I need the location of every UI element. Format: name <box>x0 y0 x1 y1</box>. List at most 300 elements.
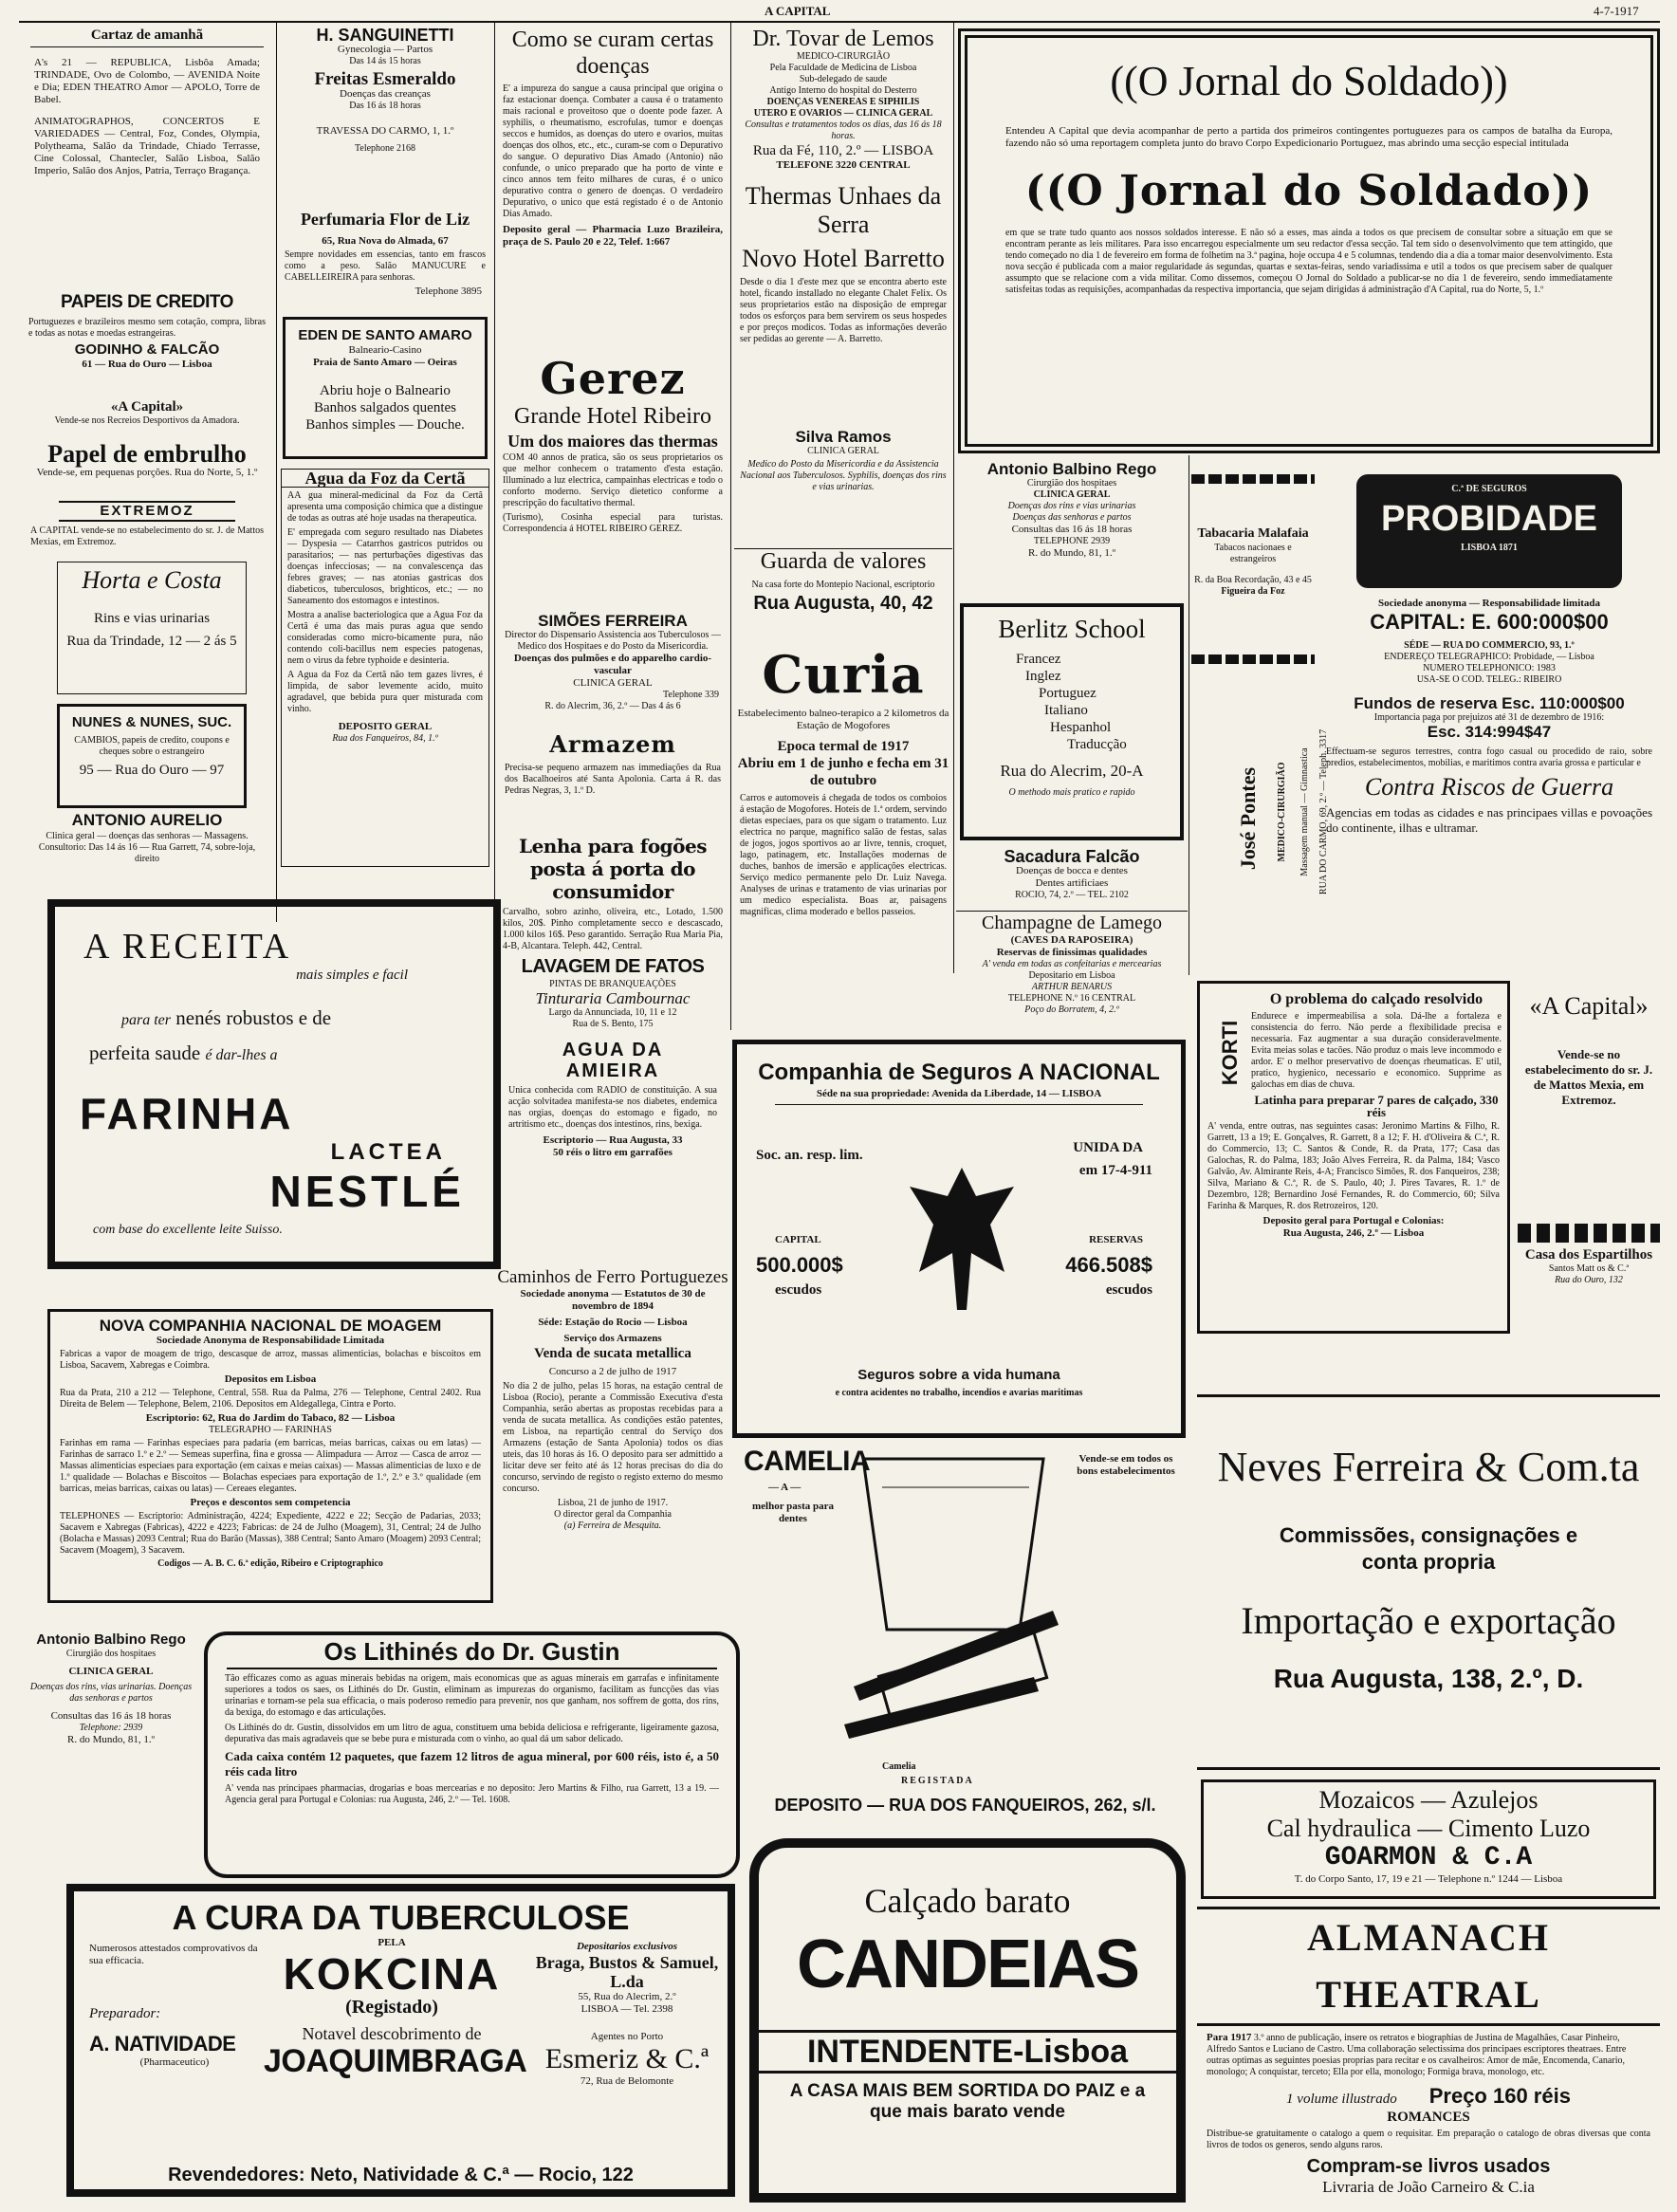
neves-line-2: Importação e exportação <box>1241 1599 1616 1642</box>
goarmon-title: Mozaicos — Azulejos <box>1318 1786 1539 1814</box>
lithines-ad <box>204 1631 740 1878</box>
caminhos-sede: Séde: Estação do Rocio — Lisboa <box>538 1317 688 1328</box>
soldado-text: Entendeu A Capital que devia acompanhar de perto a partida dos primeiros contingentes portuguezes para os campos de batalha da Europa, fazendo não só uma reportagem completa junto do bravo Corpo Expedicionario Portuguez, mas abrindo uma secção especial intitulada <box>1005 125 1612 149</box>
eden-text-3: Banhos simples — Douche. <box>305 417 465 433</box>
papeis-address: 61 — Rua do Ouro — Lisboa <box>82 359 212 370</box>
foz-certa-text-3: Mostra a analise bacteriologica que a Agua Foz da Certã é uma das mais puras agua que sendo consideradas como micro-bicamente pura, não contendo coli-bacillus nem especies patogenas, nem o virus da febre typhoide e desinteria. <box>287 610 483 666</box>
extremoz-title: EXTREMOZ <box>59 501 235 522</box>
masthead-title: A CAPITAL <box>765 4 831 18</box>
receita-line-2b: nenés robustos e de <box>175 1006 332 1029</box>
receita-foot: com base do excellente leite Suisso. <box>93 1223 283 1237</box>
almanach-text-2: Distribue-se gratuitamente o catalogo a quem o requisitar. Em preparação o catalogo de obras diversas que conta livros de todos os generos, sendo alguns raros. <box>1207 2129 1650 2150</box>
probidade-text-2: Agencias em todas as cidades e nas principaes villas e povoações do continente, ilhas e ultramar. <box>1326 805 1652 835</box>
lavagem-title: LAVAGEM DE FATOS <box>521 956 705 977</box>
foz-certa-text-4: A Agua da Foz da Certã não tem gazes livres, é limpida, de sabor levemente acido, muito agradavel, que bebida pura quer misturada com vinho. <box>287 670 483 714</box>
caminhos-ad <box>497 1267 728 1609</box>
page-date: 4-7-1917 <box>1594 4 1639 18</box>
receita-line-3b: é dar-lhes a <box>205 1047 278 1063</box>
champagne-title: Champagne de Lamego <box>982 912 1162 933</box>
korti-title: O problema do calçado resolvido <box>1269 991 1484 1007</box>
nacional-reservas-label: RESERVAS <box>1089 1234 1143 1245</box>
almanach-preco: Preço 160 réis <box>1428 2084 1571 2108</box>
camelia-registada: REGISTADA <box>901 1776 974 1786</box>
korti-latinha: Latinha para preparar 7 pares de calçado, 330 réis <box>1254 1093 1499 1119</box>
champagne-telephone: TELEPHONE N.º 16 CENTRAL <box>1007 993 1136 1004</box>
thermas-text: Desde o dia 1 d'este mez que se encontra aberto este hotel, ficando installado no elegante Chalet Felix. Os seus proprietarios estão na disposição de empregar todos os esforços para bem servirem os seus hospedes e por preços modicos. Todas as informações deverão ser pedidas ao gerente — A. Barretto. <box>740 277 947 344</box>
foz-certa-text: AA gua mineral-medicinal da Foz da Certã apresenta uma composição chimica que a distingue de todas as outras até hoje usadas na therapeutica. <box>287 490 483 524</box>
ornament-border <box>1191 474 1315 484</box>
papel-ad <box>21 442 273 495</box>
calcado-ad <box>749 1838 1186 2203</box>
lithines-text: Tão efficazes como as aguas minerais bebidas na origem, mais economicas que as aguas minerais em garrafas e infinitamente superiores a todos os saes, os Lithinés do Dr. Gustin, eliminam as impurezas do organismo, facilitam as funcções das vias urinarias e tornam-se pela sua efficacia, o mais poderoso remedio para prevenir, nos que ganham, nos soffrem de gotta, dos rins, da bexiga, do estomago e das articulações. <box>225 1673 719 1718</box>
espartilhos-address: Rua do Ouro, 132 <box>1555 1275 1623 1285</box>
balbino-line-5: Consultas das 16 ás 18 horas <box>1011 524 1133 535</box>
goarmon-title-2: Cal hydraulica — Cimento Luzo <box>1266 1815 1591 1842</box>
header-rule <box>19 21 1660 23</box>
column-rule <box>276 23 277 922</box>
probidade-esc: Esc. 314:994$47 <box>1427 723 1552 741</box>
tovar-telephone: TELEFONE 3220 CENTRAL <box>776 159 911 171</box>
curia-title-2: Epoca termal de 1917 <box>777 739 910 754</box>
curia-title-3: Abriu em 1 de junho e fecha em 31 de outubro <box>737 756 949 788</box>
ornament-border <box>1191 654 1315 664</box>
champagne-line-2: A' venda em todas as confeitarias e mercearias <box>982 959 1162 969</box>
cartaz-ad <box>21 27 273 283</box>
tuberculose-left <box>89 1943 260 2069</box>
neves-address: Rua Augusta, 138, 2.º, D. <box>1273 1664 1584 1693</box>
aurelio-ad <box>21 812 273 878</box>
moagem-text-2: Rua da Prata, 210 a 212 — Telephone, Central, 558. Rua da Palma, 276 — Telephone, Central 2402. Rua Direita de Belem — Telephone, Belem, 2106. Depositos em Aldegallega, Cintra e Porto. <box>60 1388 481 1410</box>
tuberculose-brand: KOKCINA <box>283 1949 501 1999</box>
extremoz-text: A CAPITAL vende-se no estabelecimento do sr. J. de Mattos Mexias, em Extremoz. <box>30 525 264 547</box>
tovar-line-2: Pela Faculdade de Medicina de Lisboa <box>769 63 917 73</box>
perfumaria-title: Perfumaria Flor de Liz <box>300 210 470 229</box>
como-curam-title: Como se curam certas doenças <box>511 28 714 79</box>
guarda-text: Na casa forte do Montepio Nacional, escriptorio <box>751 580 935 590</box>
berlitz-ad <box>960 603 1184 840</box>
sanguinetti-telephone: Telephone 2168 <box>354 143 415 154</box>
nacional-unida: UNIDA DA <box>1073 1140 1143 1155</box>
receita-brand-3: NESTLÉ <box>269 1167 465 1216</box>
berlitz-language: Portuguez <box>1039 686 1096 701</box>
sanguinetti-line-3: Doenças das creanças <box>340 88 431 100</box>
caminhos-sub: Sociedade anonyma — Estatutos de 30 de novembro de 1894 <box>520 1288 706 1312</box>
tuberculose-name: A. NATIVIDADE <box>89 2032 236 2055</box>
caminhos-title-2: Venda de sucata metallica <box>534 1346 691 1361</box>
neves-title: Neves Ferreira & Com.ta <box>1217 1444 1640 1490</box>
ameira-text-3: 50 réis o litro em garrafões <box>553 1147 673 1158</box>
tuberculose-preparador: Preparador: <box>89 2006 161 2021</box>
berlitz-language: Hespanhol <box>1050 720 1112 735</box>
balbino-line-4: Doenças das senhoras e partos <box>1012 512 1132 523</box>
camelia-vende: Vende-se em todos os bons estabelecimentos <box>1077 1453 1175 1477</box>
lithines-text-4: A' venda nas principaes pharmacias, drogarias e boas mercearias e no deposito: Jero Martins & Filho, rua Garrett, 13 a 19. — Agencia geral para Portugal e Colonias: rua Augusta, 246, 2.º — Tel. 1608. <box>225 1783 719 1805</box>
almanach-text: 3.º anno de publicação, insere os retratos e biographias de Justina de Magalhães, Casar Pinheiro, Alfredo Santos e Luciano de Castro. Uma collaboração selectissima dos principaes escriptores theatraes. Entre outras optimas as seguintes poesias proprias para recitar e os cavalheiros: Amor de mãe, Encomenda, Canario, monologo; A conquistar, terceto; Ella por ella, monologo; Formiga brava, monologo, etc. <box>1207 2033 1627 2077</box>
tabacaria-note: Figueira da Foz <box>1221 586 1285 597</box>
tovar-line-7: Consultas e tratamentos todos os dias, das 16 ás 18 horas. <box>745 120 942 141</box>
eden-text-2: Banhos salgados quentes <box>314 400 456 415</box>
eden-title: EDEN DE SANTO AMARO <box>298 327 472 343</box>
almanach-ad <box>1197 1907 1660 2203</box>
balbino-address: R. do Mundo, 81, 1.º <box>1027 547 1116 559</box>
guarda-address: Rua Augusta, 40, 42 <box>753 593 933 614</box>
lavagem-address-2: Rua de S. Bento, 175 <box>572 1019 654 1029</box>
toothpaste-glass-illustration <box>844 1449 1062 1762</box>
tovar-address: Rua da Fé, 110, 2.º — LISBOA <box>752 143 934 158</box>
thermas-title: Thermas Unhaes da Serra <box>745 182 942 238</box>
sanguinetti-line-4: Das 16 ás 18 horas <box>349 101 421 111</box>
foz-certa-depot: DEPOSITO GERAL <box>338 721 433 732</box>
moagem-escriptorio: Escriptorio: 62, Rua do Jardim do Tabaco, 82 — Lisboa <box>145 1412 396 1424</box>
armazem-ad <box>497 732 728 827</box>
caminhos-servico: Serviço dos Armazens <box>563 1333 662 1344</box>
receita-brand-1: FARINHA <box>80 1089 294 1138</box>
eden-line-2: Praia de Santo Amaro — Oeiras <box>313 357 457 368</box>
tuberculose-text: Numerosos attestados comprovativos da sua efficacia. <box>89 1943 258 1966</box>
almanach-title: ALMANACH THEATRAL <box>1197 1907 1660 2026</box>
tuberculose-agentes-address: 72, Rua de Belomonte <box>580 2075 674 2087</box>
lenha-text: Carvalho, sobro azinho, oliveira, etc., Lotado, 1.500 kilos, 20$. Pinho completamente secco e descascado, 1.000 kilos 16$. Peso garantido. Serração Rua Maria Pia, 4-B, Alcantara. Teleph. 442, Central. <box>503 907 723 951</box>
sacadura-line-2: Dentes artificiaes <box>1035 877 1109 889</box>
gerez-ad <box>497 353 728 609</box>
armazem-title: Armazem <box>549 730 676 758</box>
como-curam-depot: Deposito geral — Pharmacia Luzo Brazileira, praça de S. Paulo 20 e 22, Telef. 1:667 <box>503 224 723 248</box>
probidade-ad <box>1318 461 1660 954</box>
sacadura-line-1: Doenças de bocca e dentes <box>1016 865 1128 876</box>
tuberculose-foot: Revendedores: Neto, Natividade & C.ª — Rocio, 122 <box>168 2165 634 2185</box>
tuberculose-ad <box>66 1884 735 2197</box>
gerez-text: COM 40 annos de pratica, são os seus proprietarios os que melhor conhecem o tratamento d'esta estação. Illuminado a luz electrica, campainhas electricas e todo o conforto moderno. Serviço dietetico conforme a prescripção do facultativo thermal. <box>503 452 723 508</box>
berlitz-language: Inglez <box>1025 669 1061 684</box>
perfumaria-address: 65, Rua Nova do Almada, 67 <box>322 235 449 247</box>
espartilhos-title: Casa dos Espartilhos <box>1524 1247 1653 1263</box>
balbino-ad <box>956 461 1188 594</box>
gerez-title: Gerez <box>540 353 686 404</box>
moagem-depositos: Depositos em Lisboa <box>224 1373 317 1385</box>
berlitz-language: Italiano <box>1044 703 1088 718</box>
armazem-text: Precisa-se pequeno armazem nas immediações da Rua dos Bacalhoeiros até Santa Apolonia. Carta á R. das Pedras Negras, 3, 1.º D. <box>505 763 721 796</box>
probidade-title-2: Contra Riscos de Guerra <box>1364 773 1614 801</box>
berlitz-language: Traducção <box>1067 737 1127 752</box>
tuberculose-agentes-name: Esmeriz & C.ª <box>544 2043 710 2074</box>
capital-side-text: Vende-se no estabelecimento do sr. J. de Mattos Mexia, em Extremoz. <box>1524 1047 1653 1107</box>
tovar-line-4: Antigo Interno do hospital do Desterro <box>769 85 917 96</box>
papeis-text: Portuguezes e brazileiros mesmo sem cotação, compra, libras e todas as notas e moedas estrangeiras. <box>28 317 266 339</box>
eagle-emblem-icon <box>900 1158 1023 1319</box>
calcado-title: Calçado barato <box>864 1882 1071 1920</box>
gerez-title-2: Um dos maiores das thermas <box>507 432 718 451</box>
nacional-escudos-2: escudos <box>1105 1282 1152 1298</box>
pontes-name: José Pontes <box>1236 766 1260 871</box>
champagne-name: ARTHUR BENARUS <box>1031 982 1113 992</box>
nacional-sede: Séde na sua propriedade: Avenida da Liberdade, 14 — LISBOA <box>775 1088 1143 1105</box>
sacadura-ad <box>956 848 1188 907</box>
moagem-telegrapho: TELEGRAPHO — FARINHAS <box>209 1425 332 1435</box>
nacional-reservas: 466.508$ <box>1065 1253 1152 1277</box>
champagne-address: Poço do Borratem, 4, 2.º <box>1024 1005 1119 1015</box>
nacional-capital: 500.000$ <box>756 1253 843 1277</box>
nacional-soc: Soc. an. resp. lim. <box>756 1148 863 1163</box>
horta-ad <box>57 562 247 694</box>
korti-deposito: Deposito geral para Portugal e Colonias: <box>1262 1215 1445 1226</box>
caminhos-date: Lisboa, 21 de junho de 1917. <box>557 1498 669 1508</box>
probidade-codigo: USA-SE O COD. TELEG.: RIBEIRO <box>1416 674 1562 685</box>
calcado-brand: CANDEIAS <box>796 1926 1139 2002</box>
eden-ad <box>283 317 488 459</box>
moagem-text-4: TELEPHONES — Escriptorio: Administração, 4224; Expediente, 4222 e 22; Secção de Padarias, 2033; Sacavem e Xabregas (Fabricas), 4222 e 4223; Fabricas: de 24 de Julho (Moagem), 31, Central; 24 de Julho (Bolacha e Massas) 2093 Central; Rua do Barão (Massas), 388 Central; Santo Amaro (Moagem) 2093 Central; Sacavem (Moagem), 3 Sacavem. <box>60 1511 481 1556</box>
lavagem-title-2: Tinturaria Cambournac <box>535 989 691 1007</box>
nunes-title: NUNES & NUNES, SUC. <box>71 714 232 730</box>
simoes-text-2: Doenças dos pulmões e do apparelho cardio-vascular <box>513 653 712 676</box>
probidade-capital: CAPITAL: E. 600:000$00 <box>1370 610 1609 634</box>
tuberculose-depositarios-telephone: LISBOA — Tel. 2398 <box>580 2003 673 2015</box>
capital-side-ad <box>1518 990 1660 1208</box>
korti-deposito-address: Rua Augusta, 246, 2.º — Lisboa <box>1282 1227 1425 1239</box>
guarda-title: Guarda de valores <box>734 548 952 574</box>
tuberculose-center <box>264 1937 527 2080</box>
probidade-logo-top: C.ª DE SEGUROS <box>1451 484 1527 494</box>
lavagem-sub: PINTAS DE BRANQUEAÇÕES <box>549 979 676 989</box>
column-rule <box>953 23 954 973</box>
caminhos-signature-2: (a) Ferreira de Mesquita. <box>563 1521 662 1531</box>
ornament-border <box>1518 1224 1660 1243</box>
capital-side-title: «A Capital» <box>1529 992 1649 1020</box>
champagne-sub: (CAVES DA RAPOSEIRA) <box>1010 934 1133 946</box>
tuberculose-name-2: (Pharmaceutico) <box>139 2056 210 2068</box>
como-curam-ad <box>497 27 728 349</box>
silva-title: Silva Ramos <box>795 428 892 446</box>
camelia-deposito: DEPOSITO — RUA DOS FANQUEIROS, 262, s/l. <box>774 1796 1156 1815</box>
goarmon-ad <box>1201 1779 1656 1899</box>
receita-ad <box>47 899 501 1269</box>
foz-certa-depot-address: Rua dos Fanqueiros, 84, 1.º <box>332 733 438 744</box>
tabacaria-address: R. da Boa Recordação, 43 e 45 <box>1194 575 1312 585</box>
horta-title: Horta e Costa <box>82 566 222 594</box>
tovar-line-6: UTERO E OVARIOS — CLINICA GERAL <box>753 108 933 119</box>
moagem-codigos: Codigos — A. B. C. 6.ª edição, Ribeiro e Criptographico <box>157 1558 383 1569</box>
caminhos-signature: O director geral da Companhia <box>554 1509 672 1520</box>
gerez-text-2: (Turismo), Cosinha especial para turistas. Correspondencia á HOTEL RIBEIRO GEREZ. <box>503 512 723 534</box>
balbino-2-line-3: Doenças dos rins, vias urinarias. Doenças das senhoras e partos <box>29 1682 193 1704</box>
tovar-line-1: MEDICO-CIRURGIÃO <box>796 51 891 62</box>
almanach-livraria: Livraria de João Carneiro & C.ia <box>1322 2178 1535 2196</box>
receita-line-1: mais simples e facil <box>296 968 408 983</box>
tuberculose-depositarios-name: Braga, Bustos & Samuel, L.da <box>535 1953 719 1991</box>
tovar-line-5: DOENÇAS VENEREAS E SIPHILIS <box>766 97 920 107</box>
neves-ad <box>1197 1394 1660 1770</box>
berlitz-language-list <box>1016 651 1180 753</box>
curia-title: Curia <box>762 644 925 705</box>
lenha-ad <box>497 835 728 949</box>
balbino-2-ad <box>21 1631 201 1878</box>
balbino-2-line-4: Consultas das 16 ás 18 horas <box>50 1710 172 1722</box>
tabacaria-title: Tabacaria Malafaia <box>1197 526 1309 541</box>
camelia-sub: — A — <box>768 1482 802 1493</box>
balbino-2-address: R. do Mundo, 81, 1.º <box>66 1734 156 1745</box>
sanguinetti-address: TRAVESSA DO CARMO, 1, 1.º <box>316 125 454 137</box>
nacional-foot-2: e contra acidentes no trabalho, incendios e avarias maritimas <box>835 1388 1083 1398</box>
receita-brand-2: LACTEA <box>330 1139 446 1165</box>
papel-title: Papel de embrulho <box>47 440 247 468</box>
thermas-title-2: Novo Hotel Barretto <box>742 245 945 272</box>
balbino-2-telephone: Telephone: 2939 <box>79 1723 143 1733</box>
tovar-line-3: Sub-delegado de saude <box>799 74 888 84</box>
tuberculose-title: A CURA DA TUBERCULOSE <box>172 1898 630 1937</box>
goarmon-address: T. do Corpo Santo, 17, 19 e 21 — Telephone n.º 1244 — Lisboa <box>1294 1873 1563 1885</box>
balbino-telephone: TELEPHONE 2939 <box>1033 536 1111 546</box>
goarmon-brand: GOARMON & C.A <box>1324 1843 1533 1872</box>
thermas-ad <box>734 182 952 424</box>
lavagem-ad <box>497 954 728 1030</box>
moagem-title: NOVA COMPANHIA NACIONAL DE MOAGEM <box>99 1317 442 1335</box>
guarda-ad <box>734 548 952 639</box>
gerez-subtitle: Grande Hotel Ribeiro <box>514 404 711 429</box>
cartaz-title: Cartaz de amanhã <box>90 28 204 43</box>
berlitz-language: Francez <box>1016 652 1061 667</box>
balbino-2-line-1: Cirurgião dos hospitaes <box>65 1649 157 1659</box>
almanach-body <box>1207 2032 1650 2078</box>
soldado-text-2: em que se trate tudo quanto aos nossos soldados interesse. E não só a esses, mas ainda a todos os que precisem de consultar sobre a situação em que se encontram perante as leis militares. Para isso encarregou especialmente um seu redactor d'essa secção. Tal tem sido o desenvolvimento que tem attingido, que tendo começado no dia 1 de fevereiro em forma de folhetim na 3.ª pagina, hoje occupa 4 e 5 columnas, tendendo dia a dia a tomar maior desenvolvimento. Esta nova secção é publicada com a maior regularidade ás segundas, quartas e sextas-feiras, sendo variadissima e util a todos os que precisem saber de qualquer assumpto que se relacione com a vida militar. Como dissemos, começou O Jornal do Soldado a publicar-se no dia 1 de fevereiro, sendo immediatamente satisfeitas todas as requisições, acompanhadas da respectiva importancia, que sejam dirigidas á administração d'A Capital, rua do Norte, 5, 1.º <box>1005 228 1612 295</box>
balbino-line-2: CLINICA GERAL <box>1033 489 1111 500</box>
column-rule <box>494 23 495 1049</box>
nunes-text: CAMBIOS, papeis de credito, coupons e cheques sobre o estrangeiro <box>74 735 230 757</box>
lenha-title: Lenha para fogões posta á porta do consumidor <box>519 835 707 903</box>
camelia-tube-label: Camelia <box>882 1761 916 1772</box>
sanguinetti-ad <box>279 27 491 207</box>
tabacaria-ad <box>1191 488 1315 649</box>
simoes-ad <box>497 613 728 727</box>
pontes-ad <box>1191 683 1329 968</box>
cartaz-text-2: ANIMATOGRAPHOS, CONCERTOS E VARIEDADES — Central, Foz, Condes, Olympia, Polytheama, Salão da Trindade, Chiado Terrasse, Cine Colossal, Chantecler, Salão Lisboa, Salão Imperio, Salão dos Anjos, Patria, Terraço Bragança. <box>34 116 260 176</box>
probidade-endereco: ENDEREÇO TELEGRAPHICO: Probidade, — Lisboa <box>1384 652 1594 662</box>
probidade-telephone: NUMERO TELEPHONICO: 1983 <box>1423 663 1556 673</box>
neves-line-1: Commissões, consignações e conta propria <box>1279 1523 1578 1574</box>
korti-text-2: A' venda, entre outras, nas seguintes casas: Jeronimo Martins & Filho, R. Garrett, 13 a 19; E. Gonçalves, R. Garrett, 8 a 12; F. H. d'Oliveira & C.ª, R. do Commercio, 13; C. Santos & Conde, R. da Prata, 177; Casa das Galochas, R. do Palma, 183; João Alves Ferreira, R. da Palma, 184; Vasco Galvão, Av. Almirante Reis, 4-A; Francisco Simões, R. dos Fanqueiros, 238; Silva, Mariano & C.ª, R. de S. Paulo, 40; J. Pires Tavares, R. 1.º de Dezembro, 128; Bernardino José Fernandes, R. do Commercio, 60; Silva Farinha & Marques, R. dos Retrozeiros, 120. <box>1207 1121 1500 1211</box>
tabacaria-text: Tabacos nacionaes e estrangeiros <box>1214 543 1292 564</box>
balbino-2-line-2: CLINICA GERAL <box>68 1666 154 1677</box>
tovar-ad <box>734 27 952 178</box>
silva-ad <box>734 429 952 514</box>
moagem-text-3: Farinhas em rama — Farinhas especiaes para padaria (em barricas, meias barricas, caixas ou em latas) — Farinhas de sarraco 1.º e 2.º — Semeas superfina, fina e grossa — Alimpadura — Arroz — Casca de arroz — Massas alimenticias especiaes para exportação (em caixas e meias caixas) — Massas alimenticias de luxo e de 1.º qualidade — Bolachas e Biscoitos — Bolachas especiaes para exportação de 1.º, 2.º e 3.º qualidade (em barricas, meias barricas, caixas ou latas) — Cereaes elegantes. <box>60 1438 481 1494</box>
caminhos-title: Caminhos de Ferro Portuguezes <box>497 1267 728 1287</box>
ameira-ad <box>503 1040 723 1258</box>
sanguinetti-line-1: Gynecologia — Partos <box>337 44 433 55</box>
korti-ad <box>1197 981 1510 1334</box>
champagne-line-1: Reservas de finissimas qualidades <box>996 947 1148 958</box>
nacional-unida-2: em 17-4-911 <box>1078 1163 1152 1178</box>
calcado-foot: A CASA MAIS BEM SORTIDA DO PAIZ e a que mais barato vende <box>789 2081 1146 2122</box>
perfumaria-text: Sempre novidades em essencias, tanto em frascos como a peso. Salão MANUCURE e CABELLEIREIRA para senhoras. <box>285 249 486 283</box>
simoes-text: Director do Dispensario Assistencia aos Tuberculosos — Medico dos Hospitaes e do Posto da Misericordia. <box>505 630 721 652</box>
tuberculose-depositarios: Depositarios exclusivos <box>576 1941 678 1952</box>
almanach-price-row <box>1197 2084 1660 2109</box>
cartaz-text: A's 21 — REPUBLICA, Lisbôa Amada; TRINDADE, Ovo de Colombo, — AVENIDA Noite e Dia; EDEN THEATRO Amor — APOLO, Torre de Babel. <box>34 57 260 105</box>
tuberculose-brand-2: JOAQUIMBRAGA <box>264 2043 527 2079</box>
caminhos-concurso: Concurso a 2 de julho de 1917 <box>548 1366 677 1377</box>
receita-line-2-block <box>121 1006 493 1030</box>
probidade-logo <box>1356 474 1622 588</box>
tuberculose-registado: (Registado) <box>345 1997 438 2018</box>
foz-certa-title: Agua da Foz da Certã <box>282 470 488 488</box>
capital-sale-title: «A Capital» <box>110 399 184 415</box>
camelia-title: CAMELIA <box>744 1446 871 1477</box>
silva-line-1: CLINICA GERAL <box>807 446 879 456</box>
simoes-title: SIMÕES FERREIRA <box>538 612 688 630</box>
moagem-ad <box>47 1309 493 1603</box>
almanach-compra: Compram-se livros usados <box>1306 2156 1551 2177</box>
sacadura-title: Sacadura Falcão <box>1004 847 1140 866</box>
sanguinetti-line-2: Das 14 ás 15 horas <box>349 56 421 66</box>
horta-address: Rua da Trindade, 12 — 2 ás 5 <box>66 634 237 649</box>
como-curam-text: E' a impureza do sangue a causa principal que origina o faz estacionar doença. Combater a causa é o tratamento mais racional e proveitoso que o doente pode fazer. A syphilis, o rheumatismo, escrofulas, tumor e doenças seccos e humidos, as doenças do utero e ovarios, muitas doenças dos olhos, etc., etc., curam-se com o Depurativo do sangue. O depurativo Dias Amado (Antonio) não confunde, o unico preparado que ha porto de vinte e cinco annos tem feito milhares de curas, é o unico depurativo contra o genero de doenças. O verdadeiro Depurativo, o unico que está registado é o de Antonio Dias Amado. <box>503 83 723 219</box>
receita-title: A RECEITA <box>83 927 292 967</box>
aurelio-title: ANTONIO AURELIO <box>71 811 223 829</box>
pontes-line-1: Massagem manual — Gimnastica <box>1299 747 1310 876</box>
ameira-text-2: Escriptorio — Rua Augusta, 33 <box>543 1134 683 1146</box>
moagem-text: Fabricas a vapor de moagem de trigo, descasque de arroz, massas alimenticias, bolachas e biscoitos em Lisboa, Sacavem, Xabregas e Coimbra. <box>60 1349 481 1371</box>
tuberculose-depositarios-address: 55, Rua do Alecrim, 2.º <box>578 1991 676 2002</box>
korti-text: Endurece e impermeabilisa a sola. Dá-lhe a fortaleza e consistencia do ferro. Não perde a flexibilidade precisa e necessaria. Faz augmentar a sua duração consideravelmente. Evita meias solas e tacões. Não produz o mais leve incommodo e ardor. E' o melhor preservativo de doenças rheumaticas. E' util, pratico, hygienico, necessario e economico. Supprime as galochas em dias de chuva. <box>1251 1011 1502 1090</box>
nunes-ad <box>57 704 247 808</box>
calcado-address: INTENDENTE-Lisboa <box>759 2030 1176 2074</box>
perfumaria-telephone: Telephone 3895 <box>415 286 482 297</box>
balbino-line-1: Cirurgião dos hospitaes <box>1026 478 1117 488</box>
berlitz-note: O methodo mais pratico e rapido <box>1008 787 1135 798</box>
papeis-ad <box>21 290 273 395</box>
moagem-precos: Preços e descontos sem competencia <box>190 1497 351 1508</box>
probidade-logo-bottom: LISBOA 1871 <box>1461 543 1518 553</box>
ameira-title: AGUA DA AMIEIRA <box>562 1040 664 1081</box>
sanguinetti-title: H. SANGUINETTI <box>316 26 454 45</box>
probidade-sede: SÉDE — RUA DO COMMERCIO, 93, 1.º <box>1404 640 1575 651</box>
pontes-address: RUA DO CARMO, 69, 2.º — Teleph. 3317 <box>1318 728 1329 895</box>
eden-text: Abriu hoje o Balneario <box>320 383 451 398</box>
soldado-title-2: ((O Jornal do Soldado)) <box>1024 167 1594 215</box>
sanguinetti-title-2: Freitas Esmeraldo <box>314 69 456 89</box>
nacional-title: Companhia de Seguros A NACIONAL <box>758 1060 1160 1085</box>
lavagem-address: Largo da Annunciada, 10, 11 e 12 <box>548 1007 677 1018</box>
tuberculose-right <box>527 1941 727 2088</box>
papeis-title: PAPEIS DE CREDITO <box>61 292 233 312</box>
nacional-foot: Seguros sobre a vida humana <box>857 1367 1060 1383</box>
champagne-ad <box>956 911 1188 1034</box>
nunes-address: 95 — Rua do Ouro — 97 <box>79 763 225 778</box>
korti-content <box>1245 991 1507 1118</box>
soldado-title: ((O Jornal do Soldado)) <box>1110 58 1508 104</box>
simoes-text-3: CLINICA GERAL <box>573 677 653 689</box>
papeis-firm: GODINHO & FALCÃO <box>74 341 220 358</box>
lithines-text-3: Cada caixa contém 12 paquetes, que fazem 12 litros de agua mineral, por 600 réis, isto é, a 50 réis cada litro <box>225 1749 719 1779</box>
receita-line-2: para ter <box>121 1012 171 1028</box>
horta-text: Rins e vias urinarias <box>93 611 211 626</box>
camelia-sub-2: melhor pasta para dentes <box>752 1501 834 1524</box>
foz-certa-ad <box>281 469 489 867</box>
lithines-text-2: Os Lithinés do dr. Gustin, dissolvidos em um litro de agua, constituem uma bebida deliciosa e refrigerante, ligeiramente gazosa, depurativa das mais agradaveis que se bebe pura e misturada com o vinho, ao qual dá um sabor delicado. <box>225 1723 719 1744</box>
curia-text-2: Carros e automoveis á chegada de todos os comboios á estação de Mogofores. Hoteis de 1.ª ordem, servindo dietas especiaes, para os que sigam o tratamento. Luz electrica no parque, magnifico salão de festas, salas de jogos, jogos sportivos ao ar livre, tennis, croquet, lago, patinagem, etc. Installações modernas de duches, banhos de imersão e applicações electricas. Serviço medico permanente pelo Dr. Luiz Navega. Analyses de urinas e tratamento de vias urinarias por um medico especialista. Boas ar, paisagens magnificas, clima moderado e bellos passeios. <box>740 793 947 917</box>
receita-line-3: perfeita saude <box>89 1041 201 1064</box>
foz-certa-text-2: E' empregada com seguro resultado nas Diabetes — Dyspesia — Catarrhos gastricos putridos ou parasitarios; — nas perturbações digestivas das doenças infecciosas; — na convalescença das febres graves; — nas atonias gastricas dos diabeticos, tuberculosos, brighticos, etc.; — no Saneamento dos estomagos e intestinos. <box>287 527 483 606</box>
tuberculose-agentes: Agentes no Porto <box>590 2031 664 2042</box>
pontes-specialty: MEDICO-CIRURGIÃO <box>1277 762 1287 862</box>
soldado-ad <box>958 28 1660 453</box>
ameira-text: Unica conhecida com RADIO de constituição. A sua acção solvitadea manifesta-se nos diabetes, endemica nas orgias, doenças do estomago e figado, no artritismo etc., doenças dos intestinos, rins, bexiga. <box>508 1085 717 1130</box>
espartilhos-ad <box>1518 1224 1660 1326</box>
balbino-line-3: Doenças dos rins e vias urinarias <box>1007 501 1136 511</box>
probidade-logo-text: PROBIDADE <box>1380 499 1598 539</box>
simoes-address: R. do Alecrim, 36, 2.º — Das 4 ás 6 <box>544 701 681 711</box>
almanach-volume: 1 volume illustrado <box>1286 2092 1397 2107</box>
espartilhos-name: Santos Matt os & C.ª <box>1548 1263 1630 1274</box>
